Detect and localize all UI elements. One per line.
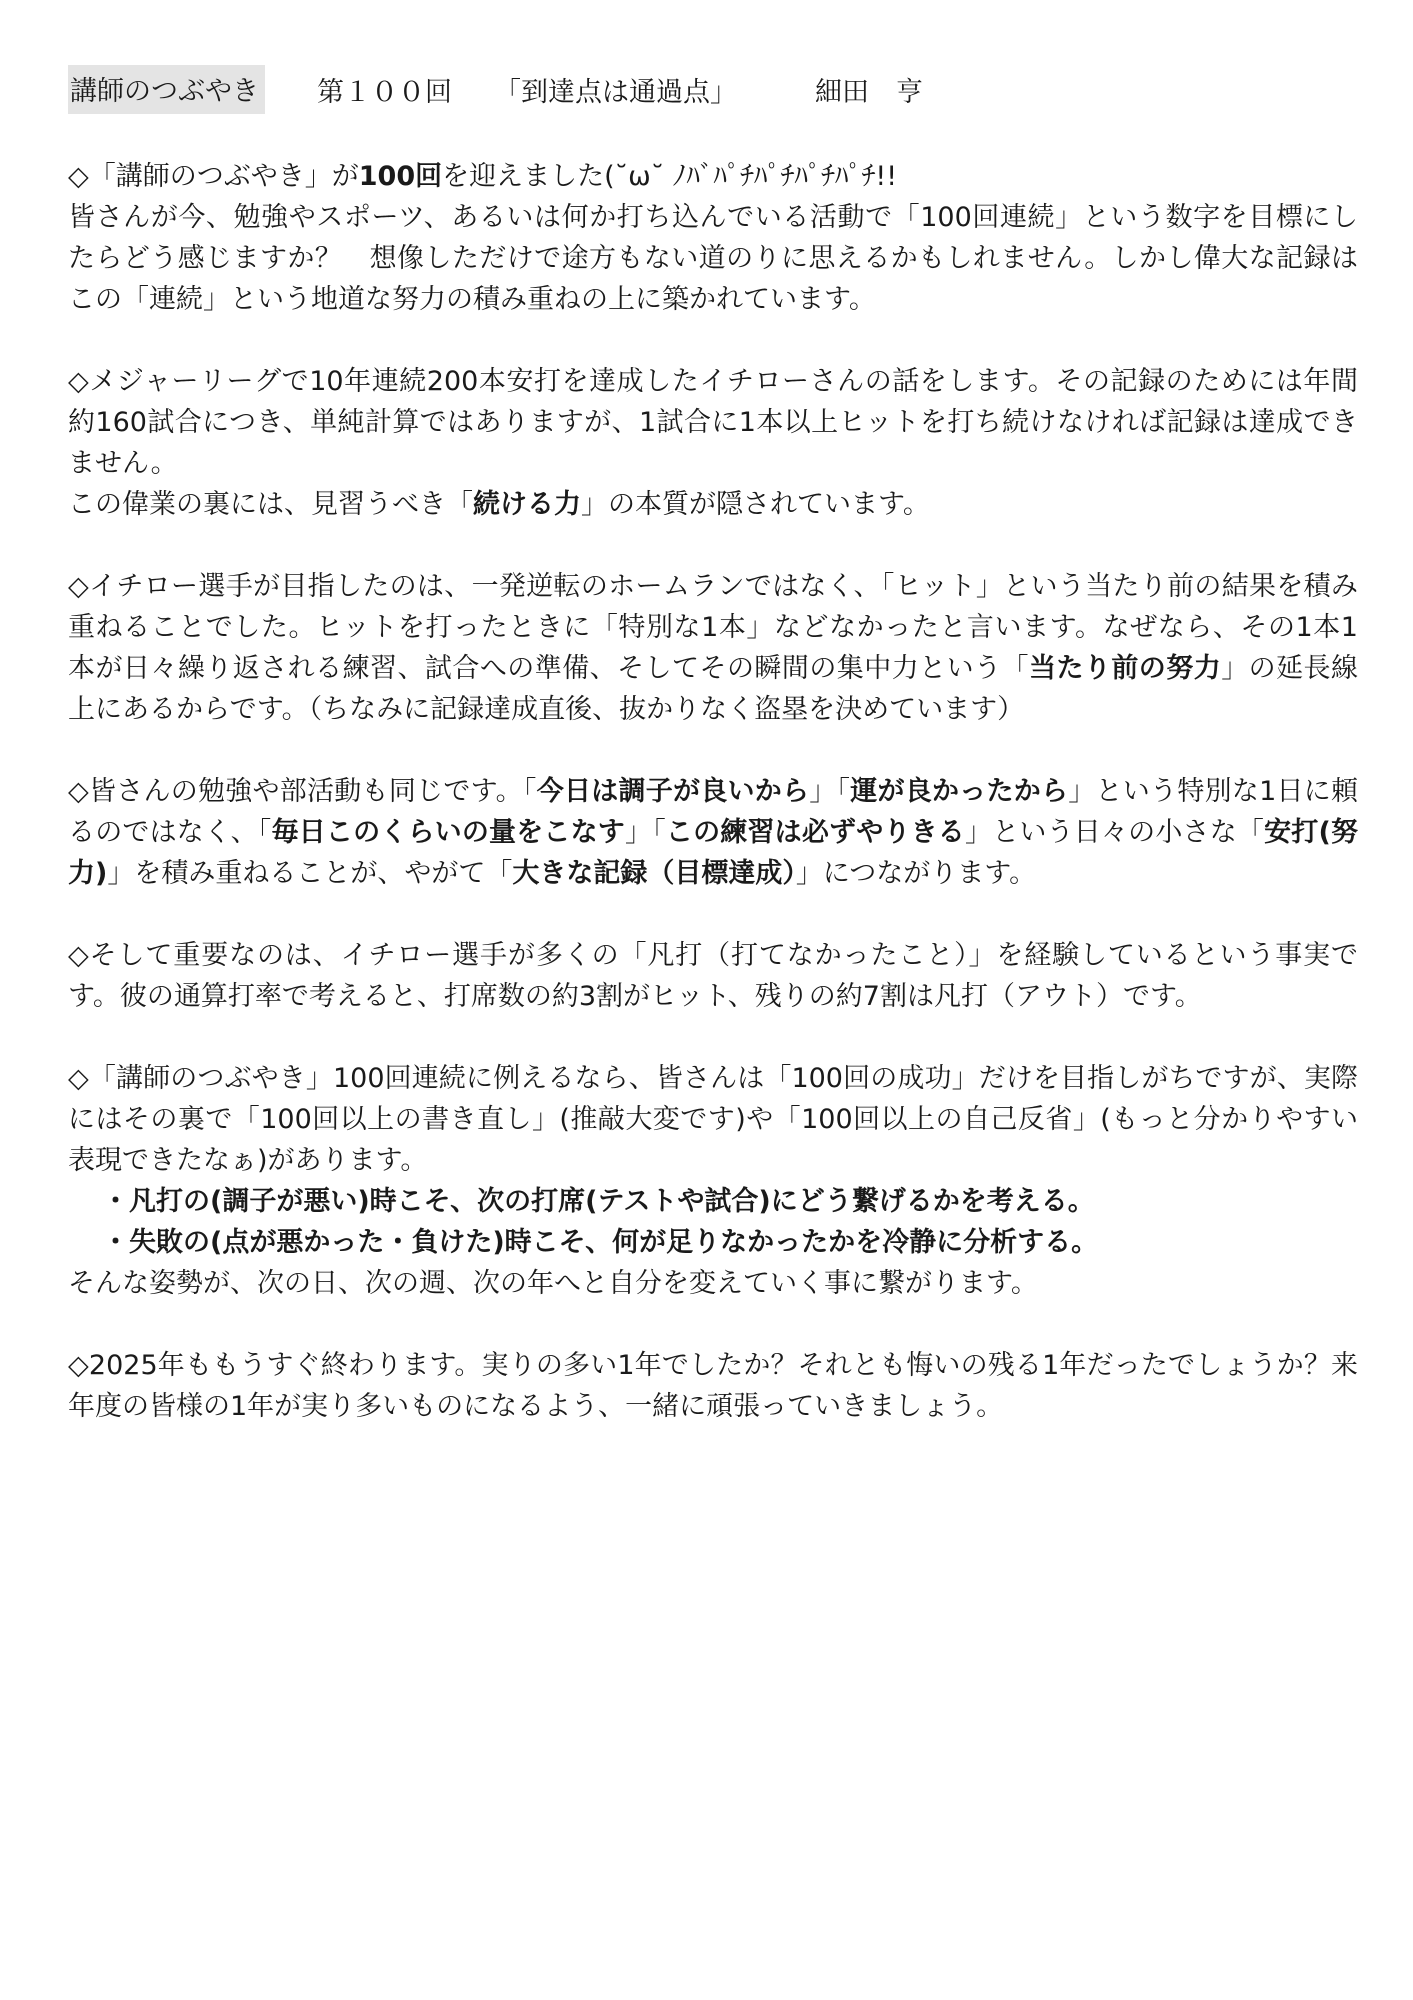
paragraph-3 <box>68 566 1358 730</box>
text-span: この偉業の裏には、見習うべき「 <box>68 489 473 520</box>
paragraph-1-body: 皆さんが今、勉強やスポーツ、あるいは何か打ち込んでいる活動で「100回連続」という数字を目標にしたらどう感じますか？ 想像しただけで途方もない道のりに思えるかもしれません。しかし偉大な記録はこの「連続」という地道な努力の積み重ねの上に築かれています。 <box>68 202 1359 315</box>
paragraph-6 <box>68 1058 1358 1304</box>
text-span: ◇皆さんの勉強や部活動も同じです。「 <box>68 776 537 807</box>
paragraph-6-conclusion: そんな姿勢が、次の日、次の週、次の年へと自分を変えていく事に繋がります。 <box>68 1268 1038 1299</box>
paragraph-4 <box>68 771 1358 894</box>
text-span: 」「 <box>625 817 666 848</box>
bold-span: 当たり前の努力 <box>1028 653 1222 684</box>
paragraph-1 <box>68 156 1358 320</box>
issue-number: 第１００回 <box>317 76 452 108</box>
bold-span: 大きな記録（目標達成） <box>512 858 796 889</box>
bold-span: 毎日このくらいの量をこなす <box>271 817 625 848</box>
paragraph-6-body: ◇「講師のつぶやき」100回連続に例えるなら、皆さんは「100回の成功」だけを目指しがちですが、実際にはその裏で「100回以上の書き直し」(推敲大変です)や「100回以上の自己反省」(もっと分かりやすい表現できたなぁ)があります。 <box>68 1063 1358 1176</box>
document-page <box>68 64 1358 1468</box>
paragraph-7 <box>68 1345 1358 1427</box>
bold-span: 安打(努力) <box>68 817 1359 889</box>
header <box>68 64 1358 114</box>
text-span: ◇イチロー選手が目指したのは、一発逆転のホームランではなく、「ヒット」という当たり前の結果を積み重ねることでした。ヒットを打ったときに「特別な1本」などなかったと言います。なぜなら、その1本1本が日々繰り返される練習、試合への準備、そしてその瞬間の集中力という「 <box>68 571 1358 684</box>
bold-span: 100回 <box>358 161 443 192</box>
bullet-item-2: ・失敗の(点が悪かった・負けた)時こそ、何が足りなかったかを冷静に分析する。 <box>102 1227 1099 1258</box>
bold-span: 運が良かったから <box>850 776 1069 807</box>
text-span: ◇「講師のつぶやき」が <box>68 161 359 192</box>
text-span: 」という特別な1日に頼るのではなく、「 <box>68 776 1359 848</box>
author-name: 細田 亨 <box>815 76 923 108</box>
article-title: 「到達点は通過点」 <box>494 76 737 108</box>
text-span: 」を積み重ねることが、やがて「 <box>107 858 513 889</box>
text-span: 」の本質が隠されています。 <box>581 489 930 520</box>
text-span: ◇2025年ももうすぐ終わります。実りの多い1年でしたか？それとも悔いの残る1年だったでしょうか？来年度の皆様の1年が実り多いものになるよう、一緒に頑張っていきましょう。 <box>68 1350 1358 1422</box>
paragraph-2 <box>68 361 1358 525</box>
column-label: 講師のつぶやき <box>68 65 265 114</box>
text-span: 」につながります。 <box>795 858 1037 889</box>
paragraph-2-conclusion <box>68 484 1358 525</box>
bullet-item-1: ・凡打の(調子が悪い)時こそ、次の打席(テストや試合)にどう繋げるかを考える。 <box>102 1186 1095 1217</box>
text-span: を迎えました(˘ω˘ ﾉﾊﾞﾊﾟﾁﾊﾟﾁﾊﾟﾁﾊﾟﾁ!! <box>442 161 898 192</box>
bold-span: 続ける力 <box>473 489 581 520</box>
bold-span: この練習は必ずやりきる <box>665 817 965 848</box>
text-span: ◇そして重要なのは、イチロー選手が多くの「凡打（打てなかったこと）」を経験しているという事実です。彼の通算打率で考えると、打席数の約3割がヒット、残りの約7割は凡打（アウト）です。 <box>68 940 1358 1012</box>
bold-span: 今日は調子が良いから <box>536 776 810 807</box>
paragraph-5 <box>68 935 1358 1017</box>
text-span: 」という日々の小さな「 <box>965 817 1265 848</box>
paragraph-1-intro <box>68 156 1358 197</box>
text-span: 」「 <box>809 776 851 807</box>
paragraph-2-body: ◇メジャーリーグで10年連続200本安打を達成したイチローさんの話をします。その記録のためには年間約160試合につき、単純計算ではありますが、1試合に1本以上ヒットを打ち続けなければ記録は達成できません。 <box>68 366 1358 479</box>
article-body <box>68 156 1358 1427</box>
text-span: 」の延長線上にあるからです。（ちなみに記録達成直後、抜かりなく盗塁を決めています） <box>68 653 1359 725</box>
